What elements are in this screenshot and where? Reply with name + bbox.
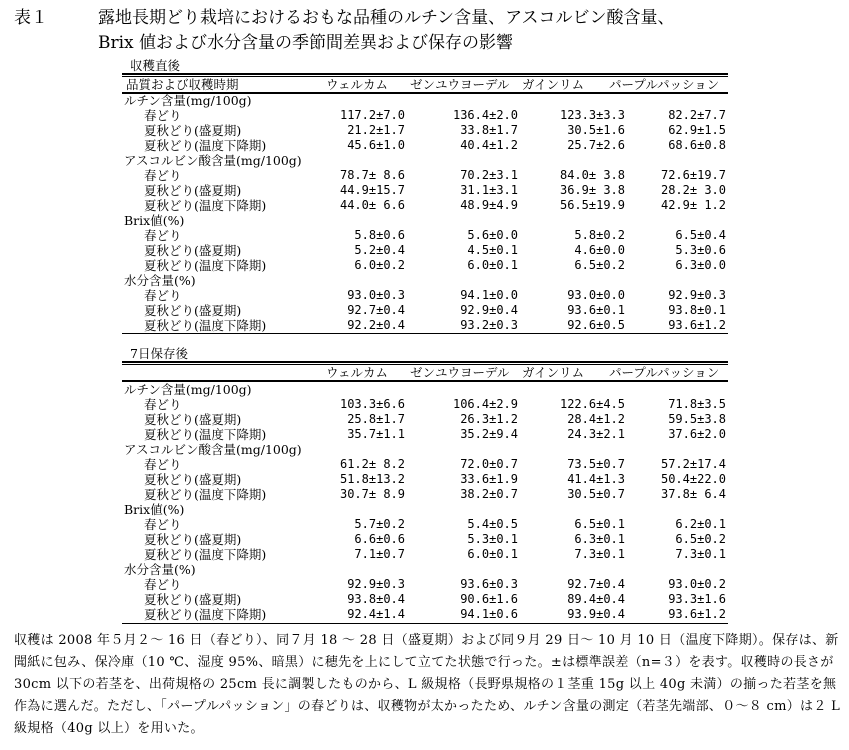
row-label: 春どり xyxy=(144,108,182,123)
column-header: ガインリム xyxy=(522,77,585,92)
table-row xyxy=(122,288,728,303)
column-header: パープルパッション xyxy=(609,77,720,92)
row-label: 春どり xyxy=(144,577,182,592)
table-row xyxy=(122,517,728,532)
cell-value: 92.6±0.5 xyxy=(567,318,625,332)
cell-value: 21.2±1.7 xyxy=(347,123,405,137)
table-title xyxy=(14,6,674,56)
column-header: パープルパッション xyxy=(609,365,720,380)
cell-value: 24.3±2.1 xyxy=(567,427,625,441)
table-row xyxy=(122,532,728,547)
cell-value: 5.4±0.5 xyxy=(467,517,518,531)
table-row xyxy=(122,228,728,243)
cell-value: 136.4±2.0 xyxy=(452,108,518,122)
cell-value: 92.4±1.4 xyxy=(347,607,405,621)
cell-value: 45.6±1.0 xyxy=(347,138,405,152)
table-row xyxy=(122,258,728,273)
cell-value: 37.8± 6.4 xyxy=(660,487,726,501)
cell-value: 6.3±0.0 xyxy=(675,258,726,272)
group-label: ルチン含量(mg/100g) xyxy=(124,382,252,397)
table-row xyxy=(122,123,728,138)
cell-value: 6.0±0.1 xyxy=(467,258,518,272)
cell-value: 61.2± 8.2 xyxy=(339,457,405,471)
cell-value: 93.9±0.4 xyxy=(567,607,625,621)
row-label: 春どり xyxy=(144,288,182,303)
column-header: ガインリム xyxy=(522,365,585,380)
title-line-2: Brix 値および水分含量の季節間差異および保存の影響 xyxy=(98,33,514,53)
cell-value: 94.1±0.6 xyxy=(460,607,518,621)
cell-value: 92.7±0.4 xyxy=(347,303,405,317)
cell-value: 5.8±0.2 xyxy=(574,228,625,242)
cell-value: 41.4±1.3 xyxy=(567,472,625,486)
group-row xyxy=(122,153,728,168)
cell-value: 33.8±1.7 xyxy=(460,123,518,137)
section-storage xyxy=(122,345,728,630)
table-row xyxy=(122,607,728,622)
cell-value: 5.8±0.6 xyxy=(354,228,405,242)
cell-value: 44.0± 6.6 xyxy=(339,198,405,212)
cell-value: 28.4±1.2 xyxy=(567,412,625,426)
cell-value: 68.6±0.8 xyxy=(668,138,726,152)
cell-value: 93.2±0.3 xyxy=(460,318,518,332)
row-label: 夏秋どり(温度下降期) xyxy=(144,607,267,622)
cell-value: 5.6±0.0 xyxy=(467,228,518,242)
table-row xyxy=(122,183,728,198)
cell-value: 6.5±0.4 xyxy=(675,228,726,242)
title-line-1: 露地長期どり栽培におけるおもな品種のルチン含量、アスコルビン酸含量、 xyxy=(98,8,675,28)
cell-value: 35.2±9.4 xyxy=(460,427,518,441)
cell-value: 82.2±7.7 xyxy=(668,108,726,122)
cell-value: 26.3±1.2 xyxy=(460,412,518,426)
row-label: 春どり xyxy=(144,168,182,183)
row-label: 夏秋どり(温度下降期) xyxy=(144,258,267,273)
cell-value: 73.5±0.7 xyxy=(567,457,625,471)
cell-value: 93.6±1.2 xyxy=(668,318,726,332)
group-row xyxy=(122,93,728,108)
table-header xyxy=(122,366,728,380)
cell-value: 30.7± 8.9 xyxy=(339,487,405,501)
cell-value: 33.6±1.9 xyxy=(460,472,518,486)
cell-value: 5.2±0.4 xyxy=(354,243,405,257)
cell-value: 93.0±0.0 xyxy=(567,288,625,302)
cell-value: 42.9± 1.2 xyxy=(660,198,726,212)
cell-value: 30.5±1.6 xyxy=(567,123,625,137)
cell-value: 92.9±0.3 xyxy=(668,288,726,302)
cell-value: 122.6±4.5 xyxy=(559,397,625,411)
row-label: 夏秋どり(盛夏期) xyxy=(144,303,242,318)
table-row xyxy=(122,397,728,412)
row-label: 夏秋どり(温度下降期) xyxy=(144,138,267,153)
row-label: 夏秋どり(盛夏期) xyxy=(144,532,242,547)
column-header: ゼンユウヨーデル xyxy=(410,365,510,380)
cell-value: 5.3±0.1 xyxy=(467,532,518,546)
cell-value: 93.6±1.2 xyxy=(668,607,726,621)
cell-value: 6.0±0.2 xyxy=(354,258,405,272)
group-label: Brix値(%) xyxy=(124,213,185,228)
group-label: ルチン含量(mg/100g) xyxy=(124,93,252,108)
table-row xyxy=(122,318,728,333)
row-label: 夏秋どり(盛夏期) xyxy=(144,183,242,198)
cell-value: 4.5±0.1 xyxy=(467,243,518,257)
group-row xyxy=(122,273,728,288)
row-label: 夏秋どり(盛夏期) xyxy=(144,472,242,487)
cell-value: 38.2±0.7 xyxy=(460,487,518,501)
group-label: アスコルビン酸含量(mg/100g) xyxy=(124,153,302,168)
table-row xyxy=(122,577,728,592)
table-row xyxy=(122,138,728,153)
cell-value: 57.2±17.4 xyxy=(660,457,726,471)
table-row xyxy=(122,487,728,502)
group-label: 水分含量(%) xyxy=(124,562,196,577)
cell-value: 92.9±0.4 xyxy=(460,303,518,317)
cell-value: 117.2±7.0 xyxy=(339,108,405,122)
table-row xyxy=(122,547,728,562)
cell-value: 93.6±0.1 xyxy=(567,303,625,317)
cell-value: 30.5±0.7 xyxy=(567,487,625,501)
cell-value: 103.3±6.6 xyxy=(339,397,405,411)
cell-value: 25.8±1.7 xyxy=(347,412,405,426)
cell-value: 40.4±1.2 xyxy=(460,138,518,152)
cell-value: 5.3±0.6 xyxy=(675,243,726,257)
cell-value: 123.3±3.3 xyxy=(559,108,625,122)
row-label: 夏秋どり(盛夏期) xyxy=(144,123,242,138)
table-number: 表１ xyxy=(14,8,48,28)
cell-value: 48.9±4.9 xyxy=(460,198,518,212)
cell-value: 5.7±0.2 xyxy=(354,517,405,531)
cell-value: 31.1±3.1 xyxy=(460,183,518,197)
table-row xyxy=(122,472,728,487)
row-label: 夏秋どり(温度下降期) xyxy=(144,318,267,333)
footnote: 収穫は 2008 年５月２～ 16 日（春どり）、同７月 18 ～ 28 日（盛夏期）および同９月 29 日～ 10 月 10 日（温度下降期）。保存は、新聞紙に包み、保冷庫（10 ℃、湿度 95%、暗黒）に穂先を上にして立てた状態で行った。±は標準誤差（n=３）を表す。収穫時の長さが 30cm 以下の若茎を、出荷規格の 25cm 長に調製したものから、L 級規格（長野県規格の１茎重 15g 以上 40g 未満）の揃った若茎を無作為に選んだ。ただし、「パープルパッション」の春どりは、収穫物が太かったため、ルチン含量の測定（若茎先端部、０～８ cm）は２ L 級規格（40g 以上）を用いた。 xyxy=(14,633,840,736)
row-label: 夏秋どり(盛夏期) xyxy=(144,412,242,427)
row-label: 夏秋どり(盛夏期) xyxy=(144,592,242,607)
cell-value: 93.6±0.3 xyxy=(460,577,518,591)
cell-value: 92.9±0.3 xyxy=(347,577,405,591)
table-row xyxy=(122,457,728,472)
group-row xyxy=(122,502,728,517)
header-first-col: 品質および収穫時期 xyxy=(126,77,239,92)
group-row xyxy=(122,382,728,397)
bottom-rule xyxy=(122,623,728,624)
cell-value: 44.9±15.7 xyxy=(339,183,405,197)
table-header xyxy=(122,78,728,92)
cell-value: 89.4±0.4 xyxy=(567,592,625,606)
cell-value: 28.2± 3.0 xyxy=(660,183,726,197)
cell-value: 93.3±1.6 xyxy=(668,592,726,606)
group-row xyxy=(122,213,728,228)
cell-value: 72.6±19.7 xyxy=(660,168,726,182)
cell-value: 93.8±0.4 xyxy=(347,592,405,606)
cell-value: 90.6±1.6 xyxy=(460,592,518,606)
table-row xyxy=(122,198,728,213)
cell-value: 92.2±0.4 xyxy=(347,318,405,332)
table-row xyxy=(122,168,728,183)
cell-value: 6.6±0.6 xyxy=(354,532,405,546)
cell-value: 36.9± 3.8 xyxy=(559,183,625,197)
group-label: アスコルビン酸含量(mg/100g) xyxy=(124,442,302,457)
section-harvest xyxy=(122,57,728,337)
table-row xyxy=(122,108,728,123)
cell-value: 6.5±0.2 xyxy=(574,258,625,272)
cell-value: 94.1±0.0 xyxy=(460,288,518,302)
cell-value: 59.5±3.8 xyxy=(668,412,726,426)
cell-value: 78.7± 8.6 xyxy=(339,168,405,182)
cell-value: 92.7±0.4 xyxy=(567,577,625,591)
cell-value: 7.3±0.1 xyxy=(675,547,726,561)
table-row xyxy=(122,303,728,318)
cell-value: 37.6±2.0 xyxy=(668,427,726,441)
table-row xyxy=(122,427,728,442)
section-label: 収穫直後 xyxy=(130,58,181,73)
bottom-rule xyxy=(122,333,728,334)
row-label: 春どり xyxy=(144,457,182,472)
cell-value: 71.8±3.5 xyxy=(668,397,726,411)
cell-value: 6.5±0.1 xyxy=(574,517,625,531)
group-row xyxy=(122,442,728,457)
table-row xyxy=(122,243,728,258)
group-label: Brix値(%) xyxy=(124,502,185,517)
row-label: 夏秋どり(温度下降期) xyxy=(144,198,267,213)
cell-value: 7.1±0.7 xyxy=(354,547,405,561)
cell-value: 70.2±3.1 xyxy=(460,168,518,182)
cell-value: 50.4±22.0 xyxy=(660,472,726,486)
cell-value: 25.7±2.6 xyxy=(567,138,625,152)
cell-value: 4.6±0.0 xyxy=(574,243,625,257)
row-label: 春どり xyxy=(144,517,182,532)
row-label: 春どり xyxy=(144,228,182,243)
cell-value: 93.0±0.3 xyxy=(347,288,405,302)
row-label: 夏秋どり(盛夏期) xyxy=(144,243,242,258)
column-header: ゼンユウヨーデル xyxy=(410,77,510,92)
cell-value: 62.9±1.5 xyxy=(668,123,726,137)
group-row xyxy=(122,562,728,577)
cell-value: 6.0±0.1 xyxy=(467,547,518,561)
group-label: 水分含量(%) xyxy=(124,273,196,288)
column-header: ウェルカム xyxy=(326,77,389,92)
cell-value: 56.5±19.9 xyxy=(559,198,625,212)
table-row xyxy=(122,592,728,607)
cell-value: 72.0±0.7 xyxy=(460,457,518,471)
row-label: 夏秋どり(温度下降期) xyxy=(144,487,267,502)
row-label: 夏秋どり(温度下降期) xyxy=(144,547,267,562)
cell-value: 6.5±0.2 xyxy=(675,532,726,546)
cell-value: 51.8±13.2 xyxy=(339,472,405,486)
cell-value: 84.0± 3.8 xyxy=(559,168,625,182)
cell-value: 93.0±0.2 xyxy=(668,577,726,591)
row-label: 夏秋どり(温度下降期) xyxy=(144,427,267,442)
section-label: 7日保存後 xyxy=(130,346,188,361)
table-row xyxy=(122,412,728,427)
column-header: ウェルカム xyxy=(326,365,389,380)
cell-value: 93.8±0.1 xyxy=(668,303,726,317)
cell-value: 6.3±0.1 xyxy=(574,532,625,546)
row-label: 春どり xyxy=(144,397,182,412)
cell-value: 7.3±0.1 xyxy=(574,547,625,561)
cell-value: 35.7±1.1 xyxy=(347,427,405,441)
cell-value: 106.4±2.9 xyxy=(452,397,518,411)
cell-value: 6.2±0.1 xyxy=(675,517,726,531)
